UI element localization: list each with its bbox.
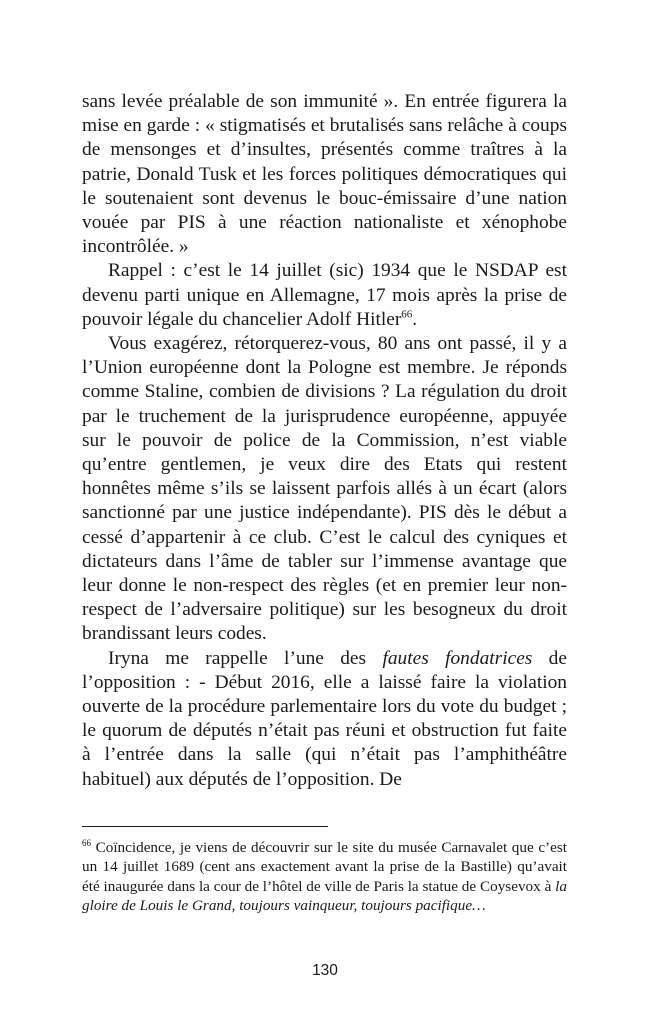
paragraph-4-text-end: de l’opposition : - Début 2016, elle a laissé faire la violation ouverte de la procédure parlementaire lors du vote du budget ; le quorum de députés n’était pas réuni et obstruction fut faite à l’entrée dans la salle (qui n’était pas l’amphithéâtre habituel) aux députés de l’opposition. De bbox=[82, 647, 567, 790]
paragraph-2 bbox=[82, 259, 567, 332]
paragraph-4-italic: fautes fondatrices bbox=[382, 647, 533, 669]
paragraph-3-text: Vous exagérez, rétorquerez-vous, 80 ans ont passé, il y a l’Union européenne dont la Pologne est membre. Je réponds comme Staline, combien de divisions ? La régulation du droit par le truchement de la jurisprudence européenne, appuyée sur le pouvoir de police de la Commission, n’est viable qu’entre gentlemen, je veux dire des Etats qui restent honnêtes même s’ils se laissent parfois allés à un écart (alors sanctionné par une justice indépendante). PIS dès le début a cessé d’appartenir à ce club. C’est le calcul des cyniques et dictateurs dans l’âme de tabler sur l’immense avantage que leur donne le non-respect des règles (et en premier leur non-respect de l’adversaire politique) sur les besogneux du droit brandissant leurs codes. bbox=[82, 333, 567, 645]
footnote-reference-66[interactable]: 66 bbox=[401, 308, 413, 321]
footnote-text: Coïncidence, je viens de découvrir sur le site du musée Carnavalet que c’est un 14 juillet 1689 (cent ans exactement avant la prise de la Bastille) qu’avait été inaugurée dans la cour de l’hôtel de ville de Paris la statue de Coysevox à bbox=[82, 839, 567, 895]
paragraph-4-text-start: Iryna me rappelle l’une des bbox=[108, 647, 383, 669]
paragraph-1-text: sans levée préalable de son immunité ». En entrée figurera la mise en garde : « stigmatisés et brutalisés sans relâche à coups de mensonges et d’insultes, présentés comme traîtres à la patrie, Donald Tusk et les forces politiques démocratiques qui le soutenaient sont devenus le bouc-émissaire d’une nation vouée par PIS à une réaction nationaliste et xénophobe incontrôlée. » bbox=[82, 91, 567, 258]
page-body bbox=[82, 90, 567, 792]
paragraph-2-end: . bbox=[412, 308, 418, 330]
paragraph-4 bbox=[82, 647, 567, 792]
footnote-italic: la gloire de Louis le Grand, toujours vainqueur, toujours pacifique… bbox=[82, 877, 567, 915]
footnote-66 bbox=[82, 838, 567, 916]
paragraph-3 bbox=[82, 332, 567, 647]
footnote-marker: 66 bbox=[82, 837, 91, 848]
paragraph-2-text: Rappel : c’est le 14 juillet (sic) 1934 que le NSDAP est devenu parti unique en Allemagne, 17 mois après la prise de pouvoir légale du chancelier Adolf Hitler bbox=[82, 260, 567, 330]
page-number: 130 bbox=[312, 962, 338, 979]
paragraph-1 bbox=[82, 90, 567, 259]
footnote-separator bbox=[82, 826, 328, 827]
